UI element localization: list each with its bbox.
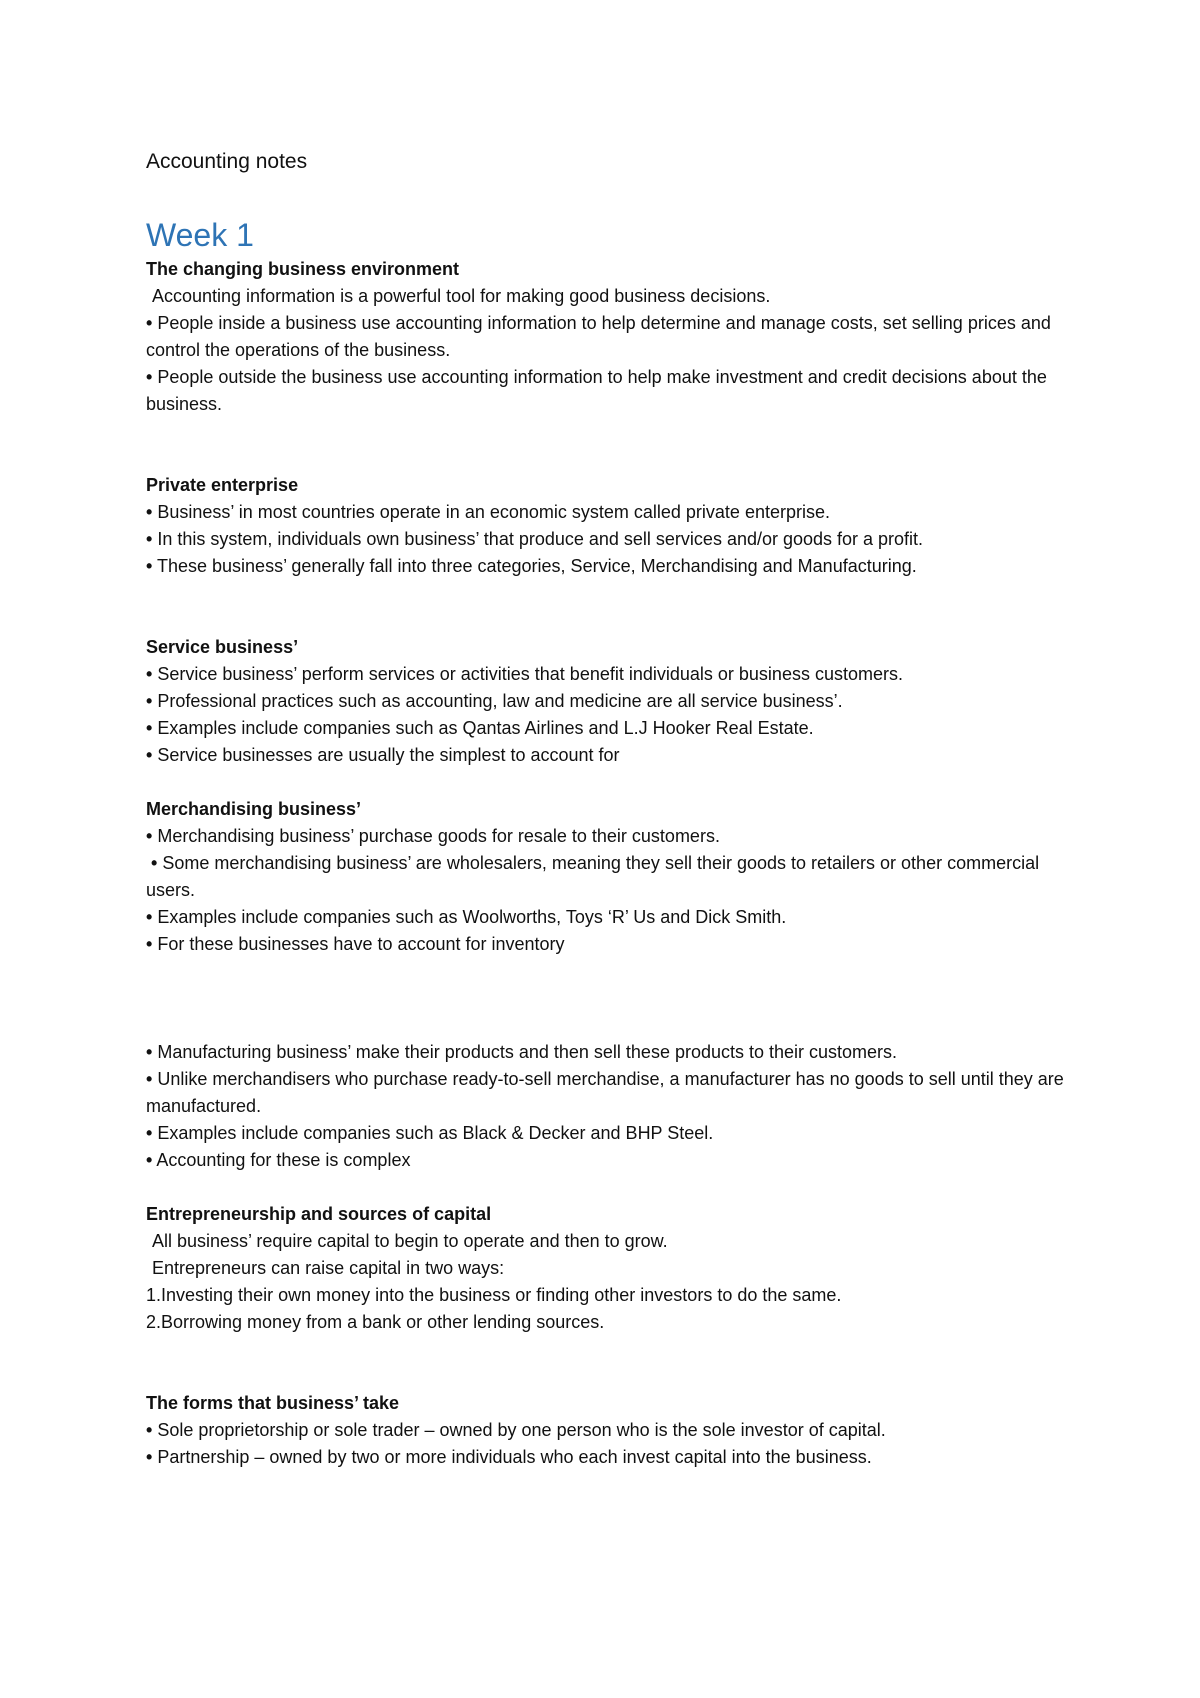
bullet-text: Manufacturing business’ make their products and then sell these products to their customers. — [157, 1042, 898, 1062]
bullet-item — [146, 499, 1076, 526]
bullet-glyph: • — [146, 934, 153, 954]
document-content — [146, 148, 1076, 1471]
spacer — [146, 769, 1076, 796]
bullet-glyph: • — [151, 853, 158, 873]
bullet-glyph: • — [146, 1420, 153, 1440]
bullet-item — [146, 364, 1076, 418]
bullet-text: Service business’ perform services or activities that benefit individuals or business customers. — [157, 664, 903, 684]
bullet-glyph: • — [146, 718, 153, 738]
section-intro-line: Entrepreneurs can raise capital in two ways: — [152, 1258, 505, 1278]
bullet-item — [146, 1120, 1076, 1147]
bullet-item — [146, 688, 1076, 715]
bullet-glyph: • — [146, 367, 153, 387]
bullet-glyph: • — [146, 826, 153, 846]
bullet-item — [146, 715, 1076, 742]
bullet-item — [146, 823, 1076, 850]
section-intro-line: All business’ require capital to begin to operate and then to grow. — [152, 1231, 668, 1251]
bullet-text: People inside a business use accounting information to help determine and manage costs, set selling prices and control the operations of the business. — [146, 313, 1051, 360]
bullet-item — [146, 1066, 1076, 1120]
bullet-glyph: • — [146, 664, 153, 684]
bullet-glyph: • — [146, 502, 153, 522]
bullet-item — [146, 553, 1076, 580]
bullet-glyph: • — [146, 313, 153, 333]
bullet-text: These business’ generally fall into three categories, Service, Merchandising and Manufacturing. — [157, 556, 917, 576]
section-entrepreneurship-capital — [146, 1201, 1076, 1336]
spacer — [146, 958, 1076, 1039]
bullet-text: Examples include companies such as Woolworths, Toys ‘R’ Us and Dick Smith. — [157, 907, 787, 927]
bullet-text: For these businesses have to account for inventory — [157, 934, 565, 954]
section-manufacturing-business — [146, 1039, 1076, 1174]
spacer — [146, 1174, 1076, 1201]
bullet-item — [146, 1147, 1076, 1174]
section-heading: Private enterprise — [146, 475, 299, 495]
bullet-item — [146, 1039, 1076, 1066]
section-heading: Service business’ — [146, 637, 299, 657]
spacer — [146, 1336, 1076, 1390]
bullet-item — [146, 526, 1076, 553]
bullet-text: Partnership – owned by two or more individuals who each invest capital into the business. — [157, 1447, 872, 1467]
bullet-item — [146, 850, 1076, 904]
bullet-text: People outside the business use accounting information to help make investment and credit decisions about the business. — [146, 367, 1047, 414]
bullet-text: Sole proprietorship or sole trader – owned by one person who is the sole investor of capital. — [157, 1420, 886, 1440]
bullet-glyph: • — [146, 1447, 153, 1467]
bullet-text: Examples include companies such as Qantas Airlines and L.J Hooker Real Estate. — [157, 718, 814, 738]
section-merchandising-business — [146, 796, 1076, 958]
bullet-text: Unlike merchandisers who purchase ready-to-sell merchandise, a manufacturer has no goods to sell until they are manufactured. — [146, 1069, 1064, 1116]
spacer — [146, 418, 1076, 472]
section-forms-of-business — [146, 1390, 1076, 1471]
spacer — [146, 580, 1076, 634]
section-private-enterprise — [146, 472, 1076, 580]
bullet-item — [146, 1444, 1076, 1471]
bullet-item — [146, 904, 1076, 931]
bullet-item — [146, 661, 1076, 688]
bullet-glyph: • — [146, 1042, 153, 1062]
bullet-item — [146, 310, 1076, 364]
bullet-item — [146, 742, 1076, 769]
bullet-text: Some merchandising business’ are wholesalers, meaning they sell their goods to retailers or other commercial users. — [146, 853, 1040, 900]
bullet-glyph: • — [146, 556, 153, 576]
bullet-glyph: • — [146, 529, 153, 549]
bullet-text: Accounting for these is complex — [156, 1150, 411, 1170]
numbered-item: 2.Borrowing money from a bank or other lending sources. — [146, 1312, 605, 1332]
bullet-text: Merchandising business’ purchase goods for resale to their customers. — [157, 826, 720, 846]
bullet-glyph: • — [146, 1069, 153, 1089]
section-intro-line: Accounting information is a powerful tool for making good business decisions. — [152, 286, 771, 306]
bullet-glyph: • — [146, 745, 153, 765]
document-title: Accounting notes — [146, 150, 308, 173]
week-heading: Week 1 — [146, 217, 254, 253]
numbered-item: 1.Investing their own money into the business or finding other investors to do the same. — [146, 1285, 842, 1305]
section-heading: Merchandising business’ — [146, 799, 362, 819]
bullet-text: In this system, individuals own business’ that produce and sell services and/or goods for a profit. — [157, 529, 924, 549]
section-heading: The changing business environment — [146, 259, 460, 279]
bullet-glyph: • — [146, 691, 153, 711]
bullet-text: Service businesses are usually the simplest to account for — [157, 745, 620, 765]
bullet-text: Business’ in most countries operate in an economic system called private enterprise. — [157, 502, 830, 522]
bullet-glyph: • — [146, 907, 153, 927]
section-changing-business-environment — [146, 256, 1076, 418]
bullet-item — [146, 931, 1076, 958]
section-heading: The forms that business’ take — [146, 1393, 400, 1413]
bullet-text: Professional practices such as accounting, law and medicine are all service business’. — [157, 691, 843, 711]
bullet-glyph: • — [146, 1123, 153, 1143]
bullet-text: Examples include companies such as Black & Decker and BHP Steel. — [157, 1123, 714, 1143]
bullet-item — [146, 1417, 1076, 1444]
bullet-glyph: • — [146, 1150, 153, 1170]
section-service-business — [146, 634, 1076, 769]
section-heading: Entrepreneurship and sources of capital — [146, 1204, 492, 1224]
